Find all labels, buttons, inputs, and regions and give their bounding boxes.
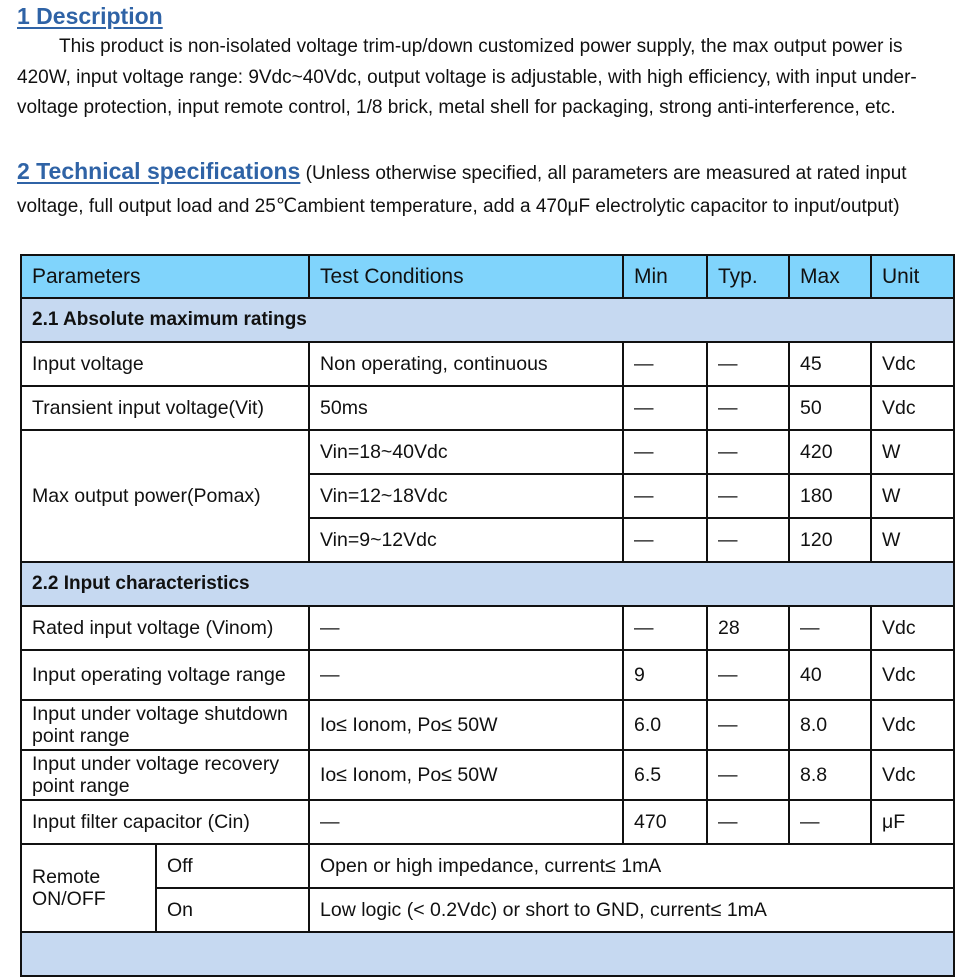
unit-cell: W [871,474,954,518]
min-cell: — [623,386,707,430]
max-cell: 45 [789,342,871,386]
max-cell: 8.8 [789,750,871,800]
section-2-heading: 2 Technical specifications [17,158,301,184]
typ-cell: — [707,800,789,844]
header-typ: Typ. [707,255,789,298]
param-cell: Remote ON/OFF [21,844,156,932]
max-cell: 8.0 [789,700,871,750]
unit-cell: Vdc [871,650,954,700]
desc-cell: Open or high impedance, current≤ 1mA [309,844,954,888]
unit-cell: W [871,518,954,562]
header-parameters: Parameters [21,255,309,298]
typ-cell: 28 [707,606,789,650]
header-test-conditions: Test Conditions [309,255,623,298]
cond-cell: 50ms [309,386,623,430]
unit-cell: Vdc [871,386,954,430]
header-min: Min [623,255,707,298]
max-cell: — [789,800,871,844]
table-row [21,386,954,430]
table-row [21,342,954,386]
mode-cell: Off [156,844,309,888]
max-cell: 120 [789,518,871,562]
section-row: 2.2 Input characteristics [21,562,954,606]
max-cell: 40 [789,650,871,700]
table-row [21,700,954,750]
table-row [21,430,954,474]
description-text: This product is non-isolated voltage trim-up/down customized power supply, the max output power is 420W, input voltage range: 9Vdc~40Vdc, output voltage is adjustable, with high efficiency, with input under-voltage protection, input remote control, 1/8 brick, metal shell for packaging, strong anti-interference, etc. [17,36,917,118]
min-cell: 6.5 [623,750,707,800]
typ-cell: — [707,430,789,474]
typ-cell: — [707,518,789,562]
min-cell: 9 [623,650,707,700]
param-cell: Transient input voltage(Vit) [21,386,309,430]
spec-table [20,254,955,977]
min-cell: — [623,474,707,518]
cond-cell: — [309,800,623,844]
cond-cell: — [309,606,623,650]
unit-cell: Vdc [871,700,954,750]
min-cell: — [623,342,707,386]
mode-cell: On [156,888,309,932]
cond-cell: Io≤ Ionom, Po≤ 50W [309,700,623,750]
section-2-header [17,155,957,223]
cond-cell: Vin=12~18Vdc [309,474,623,518]
table-row [21,650,954,700]
table-row [21,606,954,650]
min-cell: 6.0 [623,700,707,750]
cond-cell: Non operating, continuous [309,342,623,386]
cond-cell: Vin=18~40Vdc [309,430,623,474]
max-cell: 180 [789,474,871,518]
param-cell: Input operating voltage range [21,650,309,700]
param-cell: Input filter capacitor (Cin) [21,800,309,844]
unit-cell: Vdc [871,750,954,800]
unit-cell: Vdc [871,342,954,386]
typ-cell: — [707,342,789,386]
max-cell: 420 [789,430,871,474]
unit-cell: Vdc [871,606,954,650]
typ-cell: — [707,700,789,750]
typ-cell: — [707,474,789,518]
param-cell: Max output power(Pomax) [21,430,309,562]
max-cell: — [789,606,871,650]
unit-cell: μF [871,800,954,844]
param-cell: Input under voltage recovery point range [21,750,309,800]
typ-cell: — [707,386,789,430]
typ-cell: — [707,750,789,800]
table-row [21,750,954,800]
cond-cell: — [309,650,623,700]
min-cell: — [623,430,707,474]
table-header-row [21,255,954,298]
param-cell: Rated input voltage (Vinom) [21,606,309,650]
section-2-note: (Unless otherwise specified, all parameters are measured at rated input voltage, full output load and 25℃ambient temperature, add a 470μF electrolytic capacitor to input/output) [17,163,907,217]
table-row [21,800,954,844]
next-section-row [21,932,954,976]
unit-cell: W [871,430,954,474]
header-unit: Unit [871,255,954,298]
cond-cell: Io≤ Ionom, Po≤ 50W [309,750,623,800]
param-cell: Input under voltage shutdown point range [21,700,309,750]
desc-cell: Low logic (< 0.2Vdc) or short to GND, current≤ 1mA [309,888,954,932]
section-row: 2.1 Absolute maximum ratings [21,298,954,342]
description-paragraph [17,32,957,124]
param-cell: Input voltage [21,342,309,386]
table-row [21,888,954,932]
header-max: Max [789,255,871,298]
max-cell: 50 [789,386,871,430]
min-cell: — [623,518,707,562]
section-1-heading: 1 Description [17,3,163,29]
typ-cell: — [707,650,789,700]
min-cell: — [623,606,707,650]
table-row [21,844,954,888]
min-cell: 470 [623,800,707,844]
cond-cell: Vin=9~12Vdc [309,518,623,562]
